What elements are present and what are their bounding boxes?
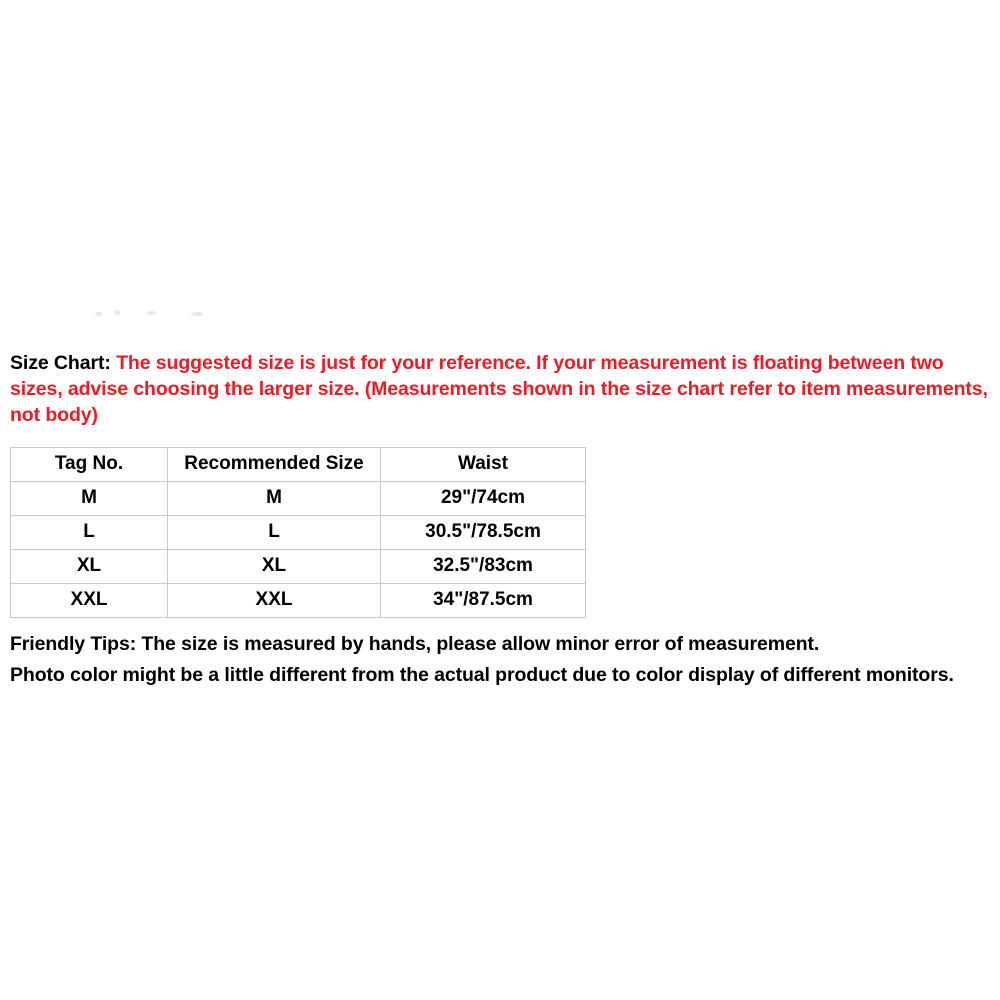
- faint-artifact-marks: [95, 310, 215, 318]
- table-row: [11, 584, 586, 618]
- cell-waist: 29"/74cm: [381, 482, 586, 516]
- friendly-tips-line-2: Photo color might be a little different from the actual product due to color display of different monitors.: [10, 664, 954, 686]
- artifact-mark: [115, 310, 120, 315]
- table-row: [11, 550, 586, 584]
- cell-recommended-size: M: [168, 482, 381, 516]
- table-row: [11, 516, 586, 550]
- size-chart-label: Size Chart:: [10, 351, 111, 374]
- friendly-tips-line-1: Friendly Tips: The size is measured by hands, please allow minor error of measurement.: [10, 633, 820, 655]
- cell-recommended-size: XXL: [168, 584, 381, 618]
- size-chart-note: The suggested size is just for your reference. If your measurement is floating between two sizes, advise choosing the larger size. (Measurements shown in the size chart refer to item measurements, not body): [10, 351, 988, 426]
- table-header-row: [11, 448, 586, 482]
- size-chart-table: [10, 447, 586, 618]
- cell-waist: 34"/87.5cm: [381, 584, 586, 618]
- artifact-mark: [191, 312, 203, 316]
- column-header-waist: Waist: [381, 448, 586, 482]
- cell-recommended-size: L: [168, 516, 381, 550]
- cell-tag-no: M: [11, 482, 168, 516]
- cell-waist: 32.5"/83cm: [381, 550, 586, 584]
- column-header-tag-no: Tag No.: [11, 448, 168, 482]
- cell-tag-no: L: [11, 516, 168, 550]
- cell-waist: 30.5"/78.5cm: [381, 516, 586, 550]
- cell-tag-no: XL: [11, 550, 168, 584]
- column-header-recommended-size: Recommended Size: [168, 448, 381, 482]
- document-content: [10, 330, 990, 691]
- cell-tag-no: XXL: [11, 584, 168, 618]
- table-row: [11, 482, 586, 516]
- friendly-tips: [10, 629, 990, 691]
- cell-recommended-size: XL: [168, 550, 381, 584]
- artifact-mark: [95, 312, 102, 316]
- size-chart-intro: [10, 350, 990, 428]
- artifact-mark: [147, 311, 156, 315]
